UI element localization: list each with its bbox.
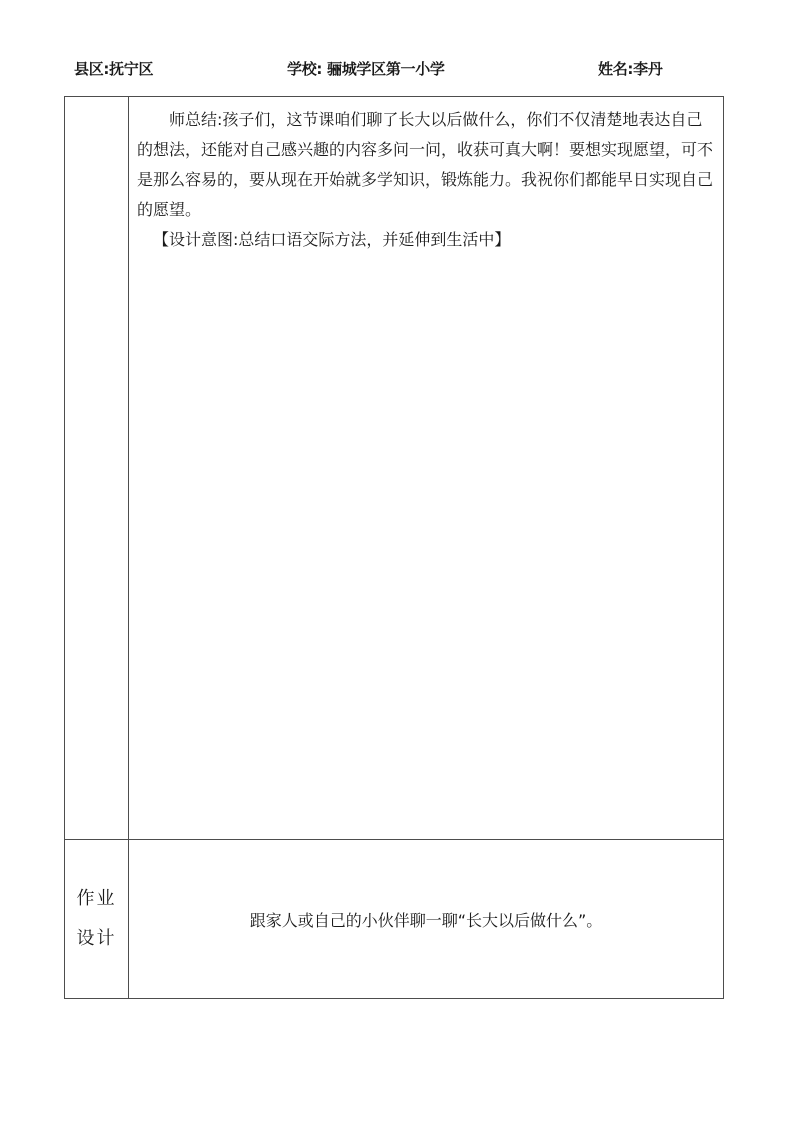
homework-label-cell xyxy=(65,840,128,998)
lesson-summary-cell xyxy=(137,105,717,255)
homework-label: 作业设计 xyxy=(76,888,117,949)
school-label: 学校: 骊城学区第一小学 xyxy=(287,60,445,78)
lesson-table xyxy=(64,96,724,999)
document-header xyxy=(0,58,794,80)
teacher-summary-paragraph: 师总结:孩子们，这节课咱们聊了长大以后做什么，你们不仅清楚地表达自己的想法，还能对自己感兴趣的内容多问一问，收获可真大啊！要想实现愿望，可不是那么容易的，要从现在开始就多学知识，锻炼能力。我祝你们都能早日实现自己的愿望。 xyxy=(137,110,714,219)
county-label: 县区:抚宁区 xyxy=(74,60,154,78)
homework-content-cell xyxy=(129,840,723,998)
homework-content: 跟家人或自己的小伙伴聊一聊“长大以后做什么”。 xyxy=(249,910,603,930)
design-intent-paragraph: 【设计意图:总结口语交际方法，并延伸到生活中】 xyxy=(153,230,511,249)
teacher-name-label: 姓名:李丹 xyxy=(598,60,663,78)
